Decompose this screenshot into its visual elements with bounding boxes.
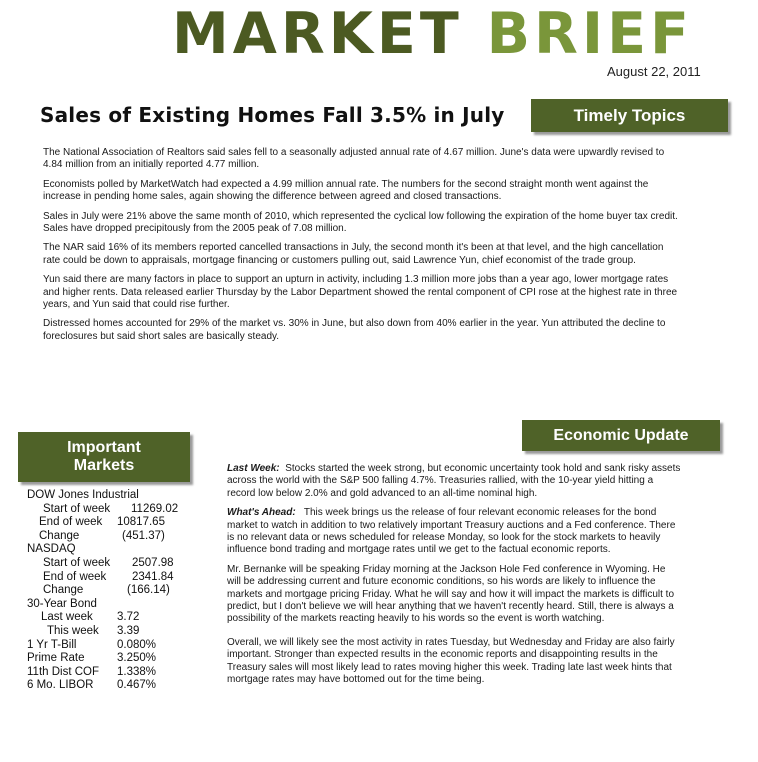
article-paragraph: Yun said there are many factors in place to support an upturn in activity, including 1.3 million more jobs than a year ago, lower mortgage rates and higher rents. Data released earlier Thursday by the Labor Department showed the rental component of CPI rose at the highest rate in three years, and Yun said that could rise further.: [43, 274, 678, 311]
article-body: [43, 147, 683, 350]
market-row: [27, 639, 197, 653]
market-value: 2341.84: [132, 570, 174, 583]
whats-ahead-text: This week brings us the release of four relevant economic releases for the bond market to watch in addition to two relatively important Treasury auctions and a Fed conference. There is no relevant data or news scheduled for release Monday, so look for the stock markets to heavily influence bond trading and mortgage rates until we get to the factual economic reports.: [227, 507, 676, 556]
market-label: End of week: [39, 516, 103, 529]
article-paragraph: Economists polled by MarketWatch had expected a 4.99 million annual rate. The numbers for the second straight month went against the increase in pending home sales, again showing the difference between agreed and closed transactions.: [43, 178, 649, 203]
market-label: 6 Mo. LIBOR: [27, 679, 94, 692]
timely-topics-banner: Timely Topics: [531, 99, 728, 132]
economic-paragraph: Overall, we will likely see the most activity in rates Tuesday, but Wednesday and Friday are also fairly important. Stronger than expected results in the economic reports and disappointing results in the Treasury sales will most likely lead to rates moving higher this week. Trading late last week hints that mortgage rates may have bottomed out for the time being.: [227, 636, 675, 686]
market-label: End of week: [43, 570, 107, 583]
issue-date: August 22, 2011: [607, 64, 701, 79]
whats-ahead-lead: What's Ahead:: [227, 507, 296, 519]
article-headline: Sales of Existing Homes Fall 3.5% in July: [40, 103, 505, 127]
market-value: 3.72: [117, 611, 140, 624]
market-row: [27, 571, 197, 585]
market-label: Prime Rate: [27, 652, 85, 665]
markets-table: [27, 489, 197, 693]
market-value: (166.14): [127, 584, 170, 597]
market-label: Change: [39, 529, 80, 542]
market-label: Start of week: [43, 556, 111, 569]
market-label: DOW Jones Industrial: [27, 489, 139, 501]
market-value: (451.37): [122, 529, 165, 542]
market-row: [27, 611, 197, 625]
article-paragraph: The NAR said 16% of its members reported cancelled transactions in July, the second month it's been at that level, and the high cancellation rate could be down to appraisals, mortgage financing or customers pulling out, said Lawrence Yun, chief economist of the trade group.: [43, 242, 664, 266]
last-week-lead: Last Week:: [227, 463, 280, 474]
market-value: 3.39: [117, 624, 140, 637]
market-value: 2507.98: [132, 556, 174, 569]
economic-update-body: [227, 463, 682, 694]
market-label: 11th Dist COF: [27, 665, 99, 678]
masthead-market: MARKET: [172, 1, 463, 67]
market-row: [27, 516, 197, 530]
economic-paragraph: Mr. Bernanke will be speaking Friday morning at the Jackson Hole Fed conference in Wyoming. He will be addressing current and future economic conditions, so his words are likely to influence the markets and mortgage pricing Friday. What he will say and how it will impact the markets is difficult to predict, but I don't believe we will hear anything that we haven't recently heard. Still, there is always a possibility of the markets reacting heavily to his words so the event is worth watching.: [227, 563, 675, 625]
economic-update-banner: Economic Update: [522, 420, 720, 451]
market-label: Start of week: [43, 502, 111, 515]
market-row: [27, 652, 197, 666]
market-label: This week: [47, 624, 99, 637]
article-paragraph: Distressed homes accounted for 29% of the market vs. 30% in June, but also down from 40% earlier in the year. Yun attributed the decline to foreclosures but said short sales are basically steady.: [43, 318, 666, 342]
important-markets-title-line2: Markets: [73, 457, 135, 474]
important-markets-banner: [18, 432, 190, 482]
market-row: [27, 666, 197, 680]
market-label: NASDAQ: [27, 543, 76, 556]
market-value: 0.467%: [117, 679, 157, 692]
market-row: [27, 625, 197, 639]
market-row: [27, 584, 197, 598]
masthead-title: [172, 2, 693, 66]
market-row: [27, 543, 197, 557]
masthead-brief: BRIEF: [486, 1, 693, 67]
market-value: 11269.02: [131, 502, 179, 515]
market-label: 1 Yr T-Bill: [27, 638, 77, 651]
market-value: 3.250%: [117, 652, 157, 665]
market-row: [27, 598, 197, 612]
market-label: Change: [43, 584, 84, 597]
important-markets-title-line1: Important: [67, 439, 141, 456]
market-value: 10817.65: [117, 516, 165, 529]
whats-ahead-paragraph: [227, 507, 682, 557]
market-value: 1.338%: [117, 665, 157, 678]
last-week-text: Stocks started the week strong, but economic uncertainty took hold and sank risky assets across the world with the S&P 500 falling 4.7%. Treasuries rallied, with the 10-year yield hitting a record low below 2.0% and gold advanced to an all-time nominal high.: [227, 463, 681, 499]
market-row: [27, 503, 197, 517]
market-label: Last week: [41, 611, 93, 624]
market-value: 0.080%: [117, 638, 157, 651]
last-week-paragraph: [227, 463, 682, 500]
market-row: [27, 679, 197, 693]
article-paragraph: The National Association of Realtors said sales fell to a seasonally adjusted annual rate of 4.67 million. June's data were upwardly revised to 4.84 million from an initially reported 4.77 million.: [43, 147, 665, 171]
article-paragraph: Sales in July were 21% above the same month of 2010, which represented the cyclical low following the expiration of the home buyer tax credit. Sales have dropped precipitously from the 2005 peak of 7.08 million.: [43, 210, 678, 235]
market-label: 30-Year Bond: [27, 597, 97, 610]
market-row: [27, 557, 197, 571]
market-row: [27, 530, 197, 544]
market-row: [27, 489, 197, 503]
